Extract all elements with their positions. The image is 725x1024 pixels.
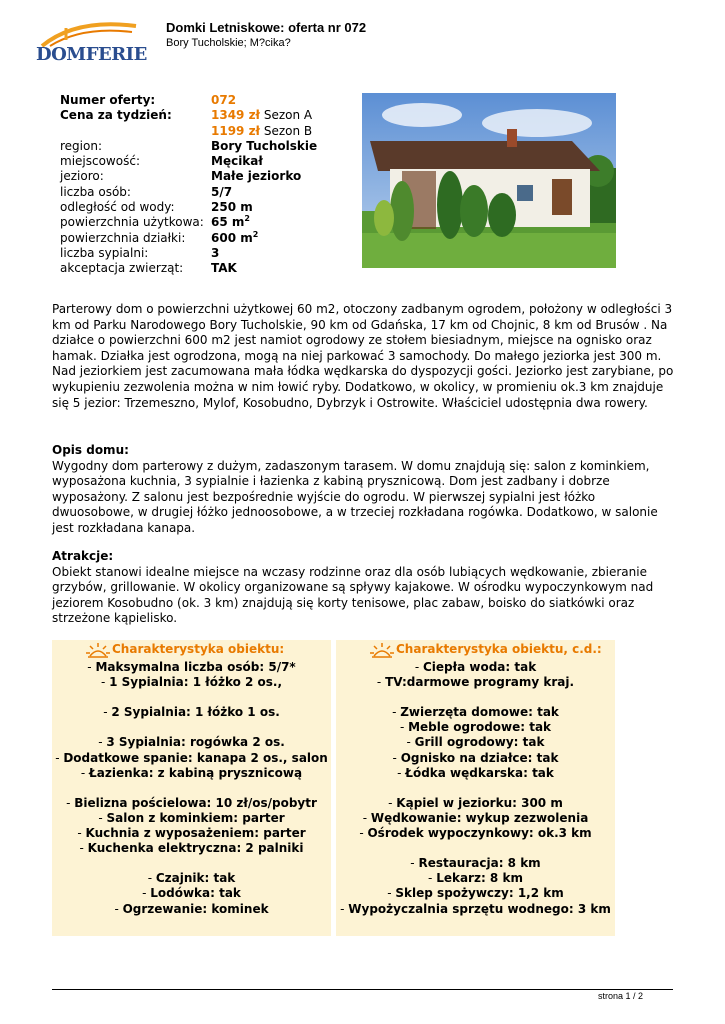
info-row-pets [60,261,317,276]
feature-text: Łazienka: z kabiną prysznicową [89,765,303,780]
info-row-price-b [60,124,317,139]
info-label: Cena za tydzień: [60,108,172,123]
feature-text: Kuchenka elektryczna: 2 palniki [87,841,304,856]
feature-text: 2 Sypialnia: 1 łóżko 1 os. [111,705,280,720]
info-row-bedrooms [60,246,317,261]
feature-item [336,871,615,886]
list-spacer [336,841,615,856]
feature-item [52,675,331,690]
feature-item [336,811,615,826]
feature-dash: - [388,795,397,810]
feature-text: Dodatkowe spanie: kanapa 2 os., salon [63,750,328,765]
feature-item [336,720,615,735]
feature-item [336,735,615,750]
page-header [30,14,700,74]
price-season-a: 1349 zł [211,108,261,123]
feature-text: TV:darmowe programy kraj. [385,675,575,690]
info-label: miejscowość: [60,154,140,169]
feature-text: Kuchnia z wyposażeniem: parter [85,826,306,841]
feature-item [52,826,331,841]
feature-item [52,705,331,720]
feature-item [336,796,615,811]
feature-item [52,735,331,750]
list-spacer [336,690,615,705]
feature-dash: - [77,826,86,841]
feature-item [336,886,615,901]
feature-text: Zwierzęta domowe: tak [400,705,559,720]
info-label: liczba osób: [60,184,131,199]
feature-item [52,886,331,901]
feature-dash: - [147,871,156,886]
feature-dash: - [103,705,112,720]
info-row-town [60,154,317,169]
feature-dash: - [397,765,406,780]
region-value: Bory Tucholskie [211,138,318,153]
feature-dash: - [392,750,401,765]
feature-item [336,751,615,766]
pets-value: TAK [211,261,237,276]
feature-text: Ogrzewanie: kominek [122,901,269,916]
list-spacer [336,781,615,796]
feature-item [52,796,331,811]
offer-number: 072 [211,93,237,107]
info-label: akceptacja zwierząt: [60,261,184,276]
feature-text: Sklep spożywczy: 1,2 km [395,886,564,901]
feature-text: 3 Sypialnia: rogówka 2 os. [106,735,285,750]
feature-item [336,856,615,871]
info-label: powierzchnia działki: [60,230,186,245]
feature-dash: - [340,901,349,916]
feature-text: Czajnik: tak [155,871,236,886]
feature-text: Meble ogrodowe: tak [408,720,552,735]
logo-dom-text: DOM [36,44,86,65]
offer-info-table [60,93,317,277]
feature-dash: - [80,765,90,780]
season-b-label: Sezon B [263,123,313,138]
info-label: region: [60,138,102,153]
document-title: Domki Letniskowe: oferta nr 072 [166,20,367,35]
usable-area-value: 65 m [211,215,245,230]
features-right-heading: Charakterystyka obiektu, c.d.: [396,642,602,657]
info-row-persons [60,185,317,200]
feature-text: Ognisko na działce: tak [400,750,559,765]
feature-text: Maksymalna liczba osób: 5/7* [95,660,296,674]
feature-text: Wędkowanie: wykup zezwolenia [370,810,589,825]
feature-item [52,766,331,781]
water-distance-value: 250 m [211,200,253,215]
bedrooms-value: 3 [211,245,220,260]
domferie-logo [36,16,148,74]
persons-value: 5/7 [211,184,233,199]
feature-text: Wypożyczalnia sprzętu wodnego: 3 km [348,901,611,916]
logo-wordmark [36,44,147,65]
feature-text: 1 Sypialnia: 1 łóżko 2 os., [109,675,283,690]
lake-value: Małe jeziorko [211,169,302,184]
features-right-heading-row [336,641,615,659]
feature-dash: - [392,705,401,720]
feature-text: Łódka wędkarska: tak [405,765,554,780]
attractions-text: Obiekt stanowi idealne miejsce na wczasy rodzinne oraz dla osób lubiących wędkowanie, zbieranie grzybów, grillowanie. W okolicy organizowane są spływy kajakowe. W ośrodku wypoczynkowym nad jeziorem Kosobudno (ok. 3 km) znajdują się korty tenisowe, plac zabaw, boisko do siatkówki oraz strzeżone kąpielisko. [52,564,654,626]
feature-item [52,841,331,856]
feature-item [52,811,331,826]
feature-dash: - [359,826,368,841]
feature-item [336,902,615,917]
features-box-left [52,640,331,936]
feature-dash: - [414,660,423,674]
info-label: jezioro: [60,169,104,184]
document-subtitle: Bory Tucholskie; M?cika? [166,37,291,49]
feature-item [336,675,615,690]
list-spacer [52,720,331,735]
feature-item [52,902,331,917]
feature-item [336,826,615,841]
info-row-price-a [60,108,317,123]
info-row-plot-area [60,231,317,246]
info-label: odległość od wody: [60,200,175,215]
feature-dash: - [100,675,110,690]
house-photo [362,93,616,268]
info-row-water [60,200,317,215]
price-season-b: 1199 zł [211,123,261,138]
info-row-lake [60,169,317,184]
features-left-heading: Charakterystyka obiektu: [112,642,285,657]
feature-text: Kąpiel w jeziorku: 300 m [396,795,563,810]
feature-dash: - [98,735,107,750]
feature-dash: - [428,871,437,886]
feature-item [52,660,331,675]
feature-text: Bielizna pościelowa: 10 zł/os/pobytr [74,795,317,810]
info-row-offer-number [60,93,317,108]
features-box-right [336,640,615,936]
feature-item [336,705,615,720]
feature-dash: - [362,810,371,825]
description-text: Parterowy dom o powierzchni użytkowej 60 m2, otoczony zadbanym ogrodem, położony w odległości 3 km od Parku Narodowego Bory Tucholskie, 90 km od Gdańska, 17 km od Chojnic, 8 km od Brusów . Na działce o powierzchni 600 m2 jest namiot ogrodowy ze stołem biesiadnym, miejsce na ognisko oraz hamak. Działka jest ogrodzona, mogą na niej parkować 3 samochody. Do małego jeziorka jest 300 m. Nad jeziorkiem jest zacumowana mała łódka wędkarska do dyspozycji gości. Jeziorko jest zarybiane, po wykupieniu zezwolenia można w nim łowić ryby. Dodatkowo, w okolicy, w promieniu ok.3 km znajduje się 5 jezior: Trzemeszno, Mylof, Kosobudno, Dybrzyk i Ostrowite. Właściciel udostępnia dwa rowery. [52,302,674,410]
list-spacer [52,781,331,796]
feature-item [336,660,615,675]
plot-area-value: 600 m [211,230,253,245]
area-exponent: 2 [244,214,250,224]
info-row-region [60,139,317,154]
attractions-section [52,549,677,627]
feature-dash: - [98,810,107,825]
feature-dash: - [376,675,386,690]
feature-dash: - [399,720,409,735]
feature-dash: - [55,750,64,765]
attractions-heading: Atrakcje: [52,549,114,563]
features-right-list [336,660,615,917]
features-left-heading-row [52,641,331,659]
house-section [52,443,677,537]
feature-dash: - [410,856,419,871]
feature-dash: - [87,660,96,674]
list-spacer [52,856,331,871]
feature-dash: - [66,795,75,810]
info-row-usable-area [60,215,317,230]
feature-text: Grill ogrodowy: tak [414,735,545,750]
feature-text: Lekarz: 8 km [436,871,523,886]
list-spacer [52,690,331,705]
footer-divider [52,989,673,990]
feature-item [336,766,615,781]
feature-item [52,871,331,886]
season-a-label: Sezon A [263,108,313,123]
feature-dash: - [142,886,151,901]
house-text: Wygodny dom parterowy z dużym, zadaszonym tarasem. W domu znajdują się: salon z kominkiem, wyposażona kuchnia, 3 sypialnie i łazienka z kabiną prysznicową. Dom jest zadbany i dobrze wyposażony. Z salonu jest bezpośrednie wyjście do ogrodu. W pierwszej sypialni jest łóżko dwuosobowe, w drugiej łóżko jednoosobowe, a w trzeciej rozkładana rogówka. Dodatkowo, w salonie jest rozkładana kanapa. [52,458,658,535]
feature-item [52,751,331,766]
feature-text: Ciepła woda: tak [422,660,537,674]
feature-dash: - [79,841,88,856]
info-label: Numer oferty: [60,93,156,107]
info-label: powierzchnia użytkowa: [60,215,204,230]
page-number: strona 1 / 2 [597,991,643,1001]
feature-text: Restauracja: 8 km [418,856,541,871]
logo-ferie-text: FERIE [85,44,147,65]
house-heading: Opis domu: [52,443,129,457]
feature-text: Lodówka: tak [150,886,241,901]
feature-text: Ośrodek wypoczynkowy: ok.3 km [367,826,592,841]
sun-icon [370,642,394,658]
feature-dash: - [387,886,396,901]
info-label: liczba sypialni: [60,245,149,260]
feature-dash: - [406,735,415,750]
feature-dash: - [114,901,123,916]
area-exponent: 2 [252,229,259,239]
features-left-list [52,660,331,917]
town-value: Męcikał [211,154,263,169]
feature-text: Salon z kominkiem: parter [106,810,285,825]
sun-icon [86,642,110,658]
